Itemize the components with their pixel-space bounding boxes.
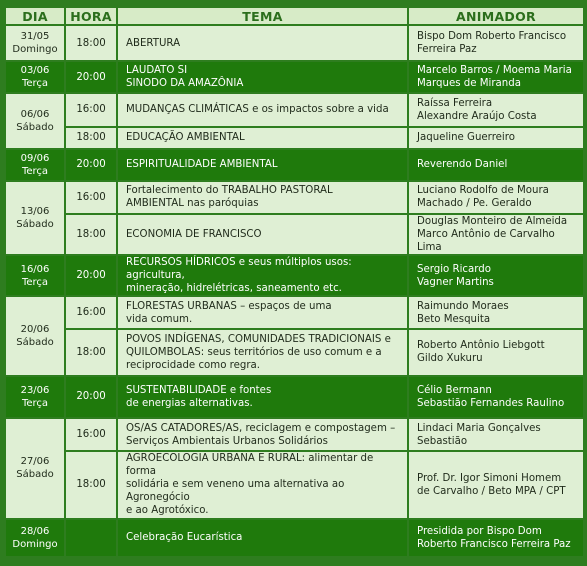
theme-cell: Fortalecimento do TRABALHO PASTORAL AMBIENTAL nas paróquias <box>118 182 407 213</box>
theme-cell: POVOS INDÍGENAS, COMUNIDADES TRADICIONAIS e QUILOMBOLAS: seus territórios de uso comum e a reciprocidade como regra. <box>118 330 407 375</box>
table-row <box>6 62 583 92</box>
table-row <box>6 128 583 148</box>
day-cell: 16/06 Terça <box>6 256 64 295</box>
table-row <box>6 520 583 556</box>
day-cell: 23/06 Terça <box>6 377 64 417</box>
time-cell: 18:00 <box>66 330 116 375</box>
time-cell: 16:00 <box>66 297 116 327</box>
header-hora: HORA <box>66 8 116 24</box>
host-cell: Lindaci Maria Gonçalves Sebastião <box>409 419 583 450</box>
host-cell: Luciano Rodolfo de Moura Machado / Pe. Geraldo <box>409 182 583 213</box>
time-cell: 20:00 <box>66 150 116 180</box>
time-cell: 20:00 <box>66 377 116 417</box>
host-cell: Raimundo Moraes Beto Mesquita <box>409 297 583 327</box>
theme-cell: RECURSOS HÍDRICOS e seus múltiplos usos: agricultura, mineração, hidrelétricas, saneamento etc. <box>118 256 407 295</box>
table-row <box>6 452 583 517</box>
time-cell: 18:00 <box>66 128 116 148</box>
host-cell: Prof. Dr. Igor Simoni Homem de Carvalho / Beto MPA / CPT <box>409 452 583 517</box>
theme-cell: OS/AS CATADORES/AS, reciclagem e compostagem – Serviços Ambientais Urbanos Solidários <box>118 419 407 450</box>
day-cell: 31/05 Domingo <box>6 26 64 60</box>
table-header-row <box>6 8 583 24</box>
theme-cell: SUSTENTABILIDADE e fontes de energias alternativas. <box>118 377 407 417</box>
table-row <box>6 419 583 450</box>
schedule-table <box>4 6 585 558</box>
time-cell: 16:00 <box>66 182 116 213</box>
time-cell: 18:00 <box>66 452 116 517</box>
time-cell: 16:00 <box>66 94 116 125</box>
table-row <box>6 297 583 327</box>
host-cell: Marcelo Barros / Moema Maria Marques de Miranda <box>409 62 583 92</box>
table-row <box>6 26 583 60</box>
host-cell: Roberto Antônio Liebgott Gildo Xukuru <box>409 330 583 375</box>
table-row <box>6 377 583 417</box>
host-cell: Célio Bermann Sebastião Fernandes Raulino <box>409 377 583 417</box>
table-row <box>6 150 583 180</box>
time-cell: 20:00 <box>66 62 116 92</box>
theme-cell: EDUCAÇÃO AMBIENTAL <box>118 128 407 148</box>
host-cell: Presidida por Bispo Dom Roberto Francisco Ferreira Paz <box>409 520 583 556</box>
day-cell: 03/06 Terça <box>6 62 64 92</box>
time-cell: 18:00 <box>66 26 116 60</box>
theme-cell: ESPIRITUALIDADE AMBIENTAL <box>118 150 407 180</box>
theme-cell: LAUDATO SI SINODO DA AMAZÔNIA <box>118 62 407 92</box>
time-cell: 20:00 <box>66 256 116 295</box>
time-cell: 16:00 <box>66 419 116 450</box>
theme-cell: Celebração Eucarística <box>118 520 407 556</box>
theme-cell: AGROECOLOGIA URBANA E RURAL: alimentar de forma solidária e sem veneno uma alternativa ao Agronegócio e ao Agrotóxico. <box>118 452 407 517</box>
table-row <box>6 182 583 213</box>
time-cell: 18:00 <box>66 215 116 254</box>
host-cell: Reverendo Daniel <box>409 150 583 180</box>
header-animador: ANIMADOR <box>409 8 583 24</box>
day-cell: 06/06 Sábado <box>6 94 64 147</box>
theme-cell: ECONOMIA DE FRANCISCO <box>118 215 407 254</box>
day-cell: 09/06 Terça <box>6 150 64 180</box>
theme-cell: MUDANÇAS CLIMÁTICAS e os impactos sobre a vida <box>118 94 407 125</box>
day-cell: 13/06 Sábado <box>6 182 64 254</box>
theme-cell: ABERTURA <box>118 26 407 60</box>
host-cell: Bispo Dom Roberto Francisco Ferreira Paz <box>409 26 583 60</box>
header-dia: DIA <box>6 8 64 24</box>
table-row <box>6 215 583 254</box>
time-cell <box>66 520 116 556</box>
day-cell: 20/06 Sábado <box>6 297 64 374</box>
day-cell: 28/06 Domingo <box>6 520 64 556</box>
header-tema: TEMA <box>118 8 407 24</box>
host-cell: Douglas Monteiro de Almeida Marco Antônio de Carvalho Lima <box>409 215 583 254</box>
host-cell: Sergio Ricardo Vagner Martins <box>409 256 583 295</box>
table-row <box>6 256 583 295</box>
theme-cell: FLORESTAS URBANAS – espaços de uma vida comum. <box>118 297 407 327</box>
host-cell: Jaqueline Guerreiro <box>409 128 583 148</box>
table-row <box>6 330 583 375</box>
table-row <box>6 94 583 125</box>
host-cell: Raíssa Ferreira Alexandre Araújo Costa <box>409 94 583 125</box>
day-cell: 27/06 Sábado <box>6 419 64 518</box>
